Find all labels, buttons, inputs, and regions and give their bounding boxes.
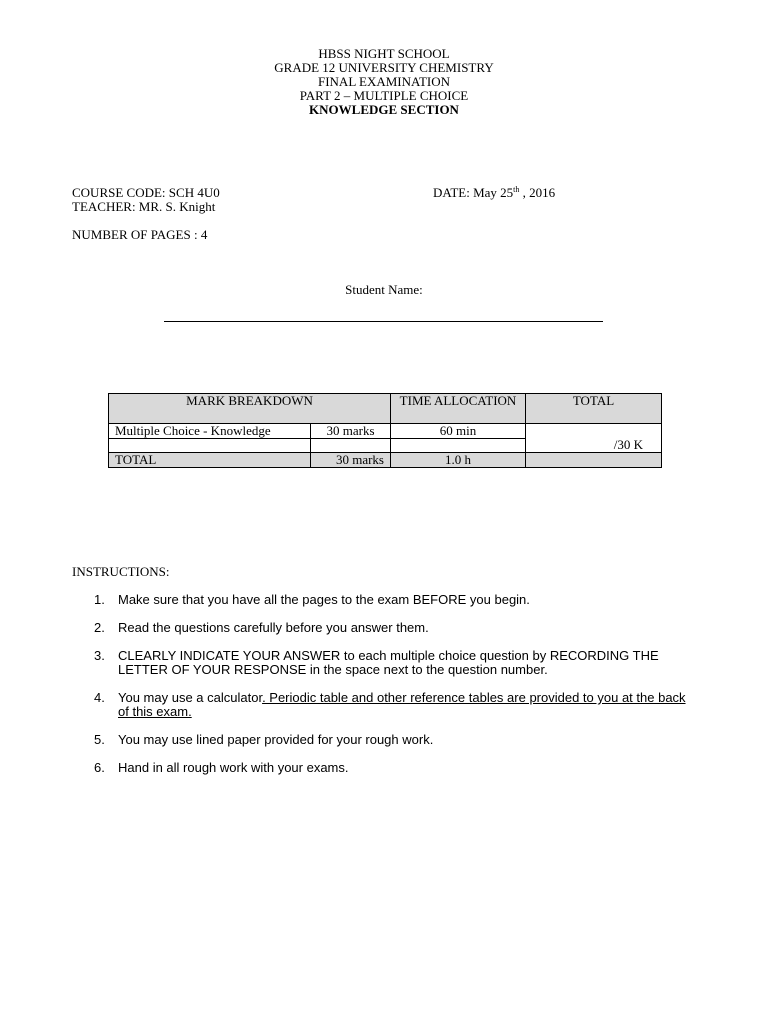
date-prefix: DATE: May 25 [433,185,514,200]
instruction-number: 1. [94,592,105,607]
date-superscript: th [513,185,520,194]
course-code: COURSE CODE: SCH 4U0 [72,185,220,200]
header-mark-breakdown: MARK BREAKDOWN [109,394,391,424]
teacher: TEACHER: MR. S. Knight [72,199,216,214]
row-time-total: 1.0 h [391,453,526,468]
date-suffix: , 2016 [519,185,556,200]
empty-cell [391,439,526,453]
student-name-line[interactable] [164,321,603,322]
empty-cell [526,453,662,468]
empty-cell [311,439,391,453]
instruction-text-part: You may use a calculator [118,690,263,705]
header-time-allocation: TIME ALLOCATION [391,394,526,424]
instruction-text: Make sure that you have all the pages to the exam BEFORE you begin. [118,592,530,607]
exam-header [0,47,768,117]
section-title: KNOWLEDGE SECTION [309,102,459,117]
instruction-number: 6. [94,760,105,775]
instruction-number: 2. [94,620,105,635]
instruction-text: Read the questions carefully before you answer them. [118,620,429,635]
part-title: PART 2 – MULTIPLE CHOICE [299,88,469,103]
instruction-number: 3. [94,648,105,663]
exam-title: FINAL EXAMINATION [317,74,451,89]
instruction-text: You may use lined paper provided for your rough work. [118,732,434,747]
mark-breakdown-table [108,393,662,468]
row-label-total: TOTAL [109,453,311,468]
instruction-number: 4. [94,690,105,705]
instructions-heading: INSTRUCTIONS: [72,564,170,579]
course-title: GRADE 12 UNIVERSITY CHEMISTRY [274,60,494,75]
instruction-text: CLEARLY INDICATE YOUR ANSWER to each multiple choice question by RECORDING THE LETTER OF YOUR RESPONSE in the space next to the question number. [118,648,659,677]
row-marks-total: 30 marks [311,453,391,468]
row-label-knowledge: Multiple Choice - Knowledge [109,424,311,439]
instruction-text: Hand in all rough work with your exams. [118,760,349,775]
row-time-knowledge: 60 min [391,424,526,439]
total-score-cell: /30 K [526,424,662,453]
instruction-text-underlined: . Periodic table and other reference tables are provided to you at the back of this exam. [118,690,686,719]
instruction-number: 5. [94,732,105,747]
empty-cell [109,439,311,453]
school-name: HBSS NIGHT SCHOOL [318,46,450,61]
number-of-pages: NUMBER OF PAGES : 4 [72,227,208,242]
instruction-text [118,691,693,719]
student-name-label: Student Name: [345,282,423,297]
row-marks-knowledge: 30 marks [311,424,391,439]
header-total: TOTAL [526,394,662,424]
exam-date [433,186,555,200]
